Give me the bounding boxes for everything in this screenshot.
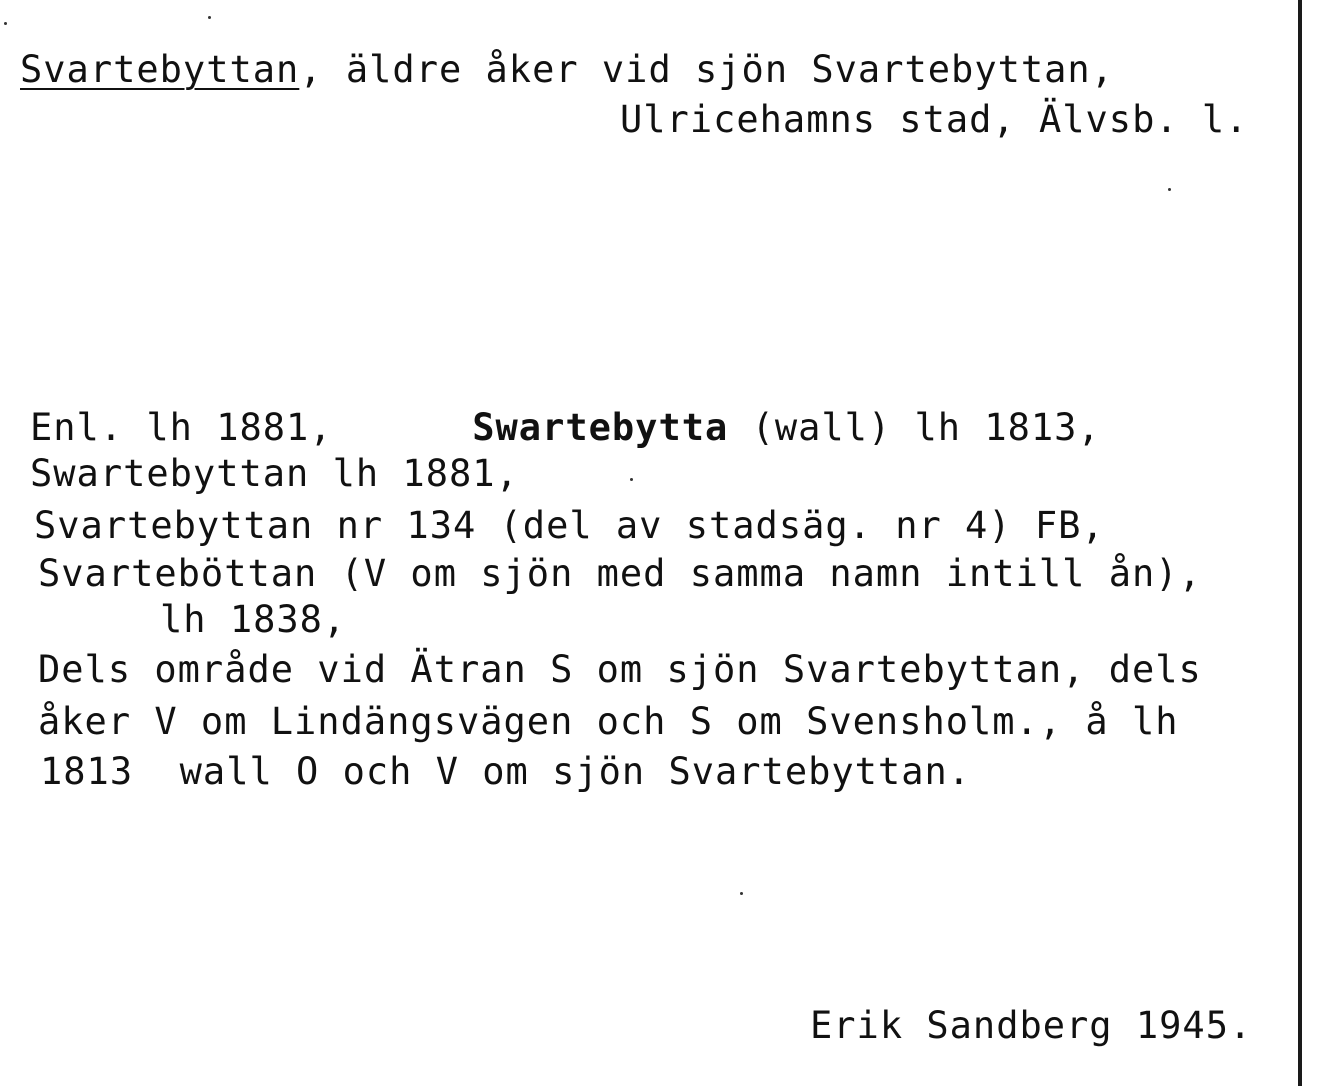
header-line-2: Ulricehamns stad, Älvsb. l. <box>620 98 1249 141</box>
scan-speck <box>630 478 633 481</box>
header-line-1 <box>20 48 1114 92</box>
card-edge-line <box>1298 0 1302 1086</box>
body-line-3: Svartebyttan nr 134 (del av stadsäg. nr 4) FB, <box>34 504 1105 547</box>
body-line-4: Svarteböttan (V om sjön med samma namn intill ån), <box>38 552 1202 595</box>
body-line-6: Dels område vid Ätran S om sjön Svartebyttan, dels <box>38 648 1202 691</box>
body-line-8: 1813 wall O och V om sjön Svartebyttan. <box>40 750 972 793</box>
scan-speck <box>740 892 743 895</box>
body-line-1-c: (wall) lh 1813, <box>728 406 1101 449</box>
body-line-1-a: Enl. lh 1881, <box>30 406 333 449</box>
body-line-5: lh 1838, <box>160 598 347 641</box>
body-line-1-b: Swartebytta <box>472 406 729 449</box>
scan-speck <box>208 16 211 19</box>
signature: Erik Sandberg 1945. <box>810 1004 1253 1047</box>
scan-speck <box>4 22 7 25</box>
headword: Svartebyttan <box>20 48 300 91</box>
body-line-2: Swartebyttan lh 1881, <box>30 452 519 495</box>
body-line-7: åker V om Lindängsvägen och S om Svensholm., å lh <box>38 700 1179 743</box>
header-line-1-rest: , äldre åker vid sjön Svartebyttan, <box>299 48 1114 91</box>
body-line-1 <box>30 406 1101 450</box>
scan-speck <box>1168 188 1171 191</box>
